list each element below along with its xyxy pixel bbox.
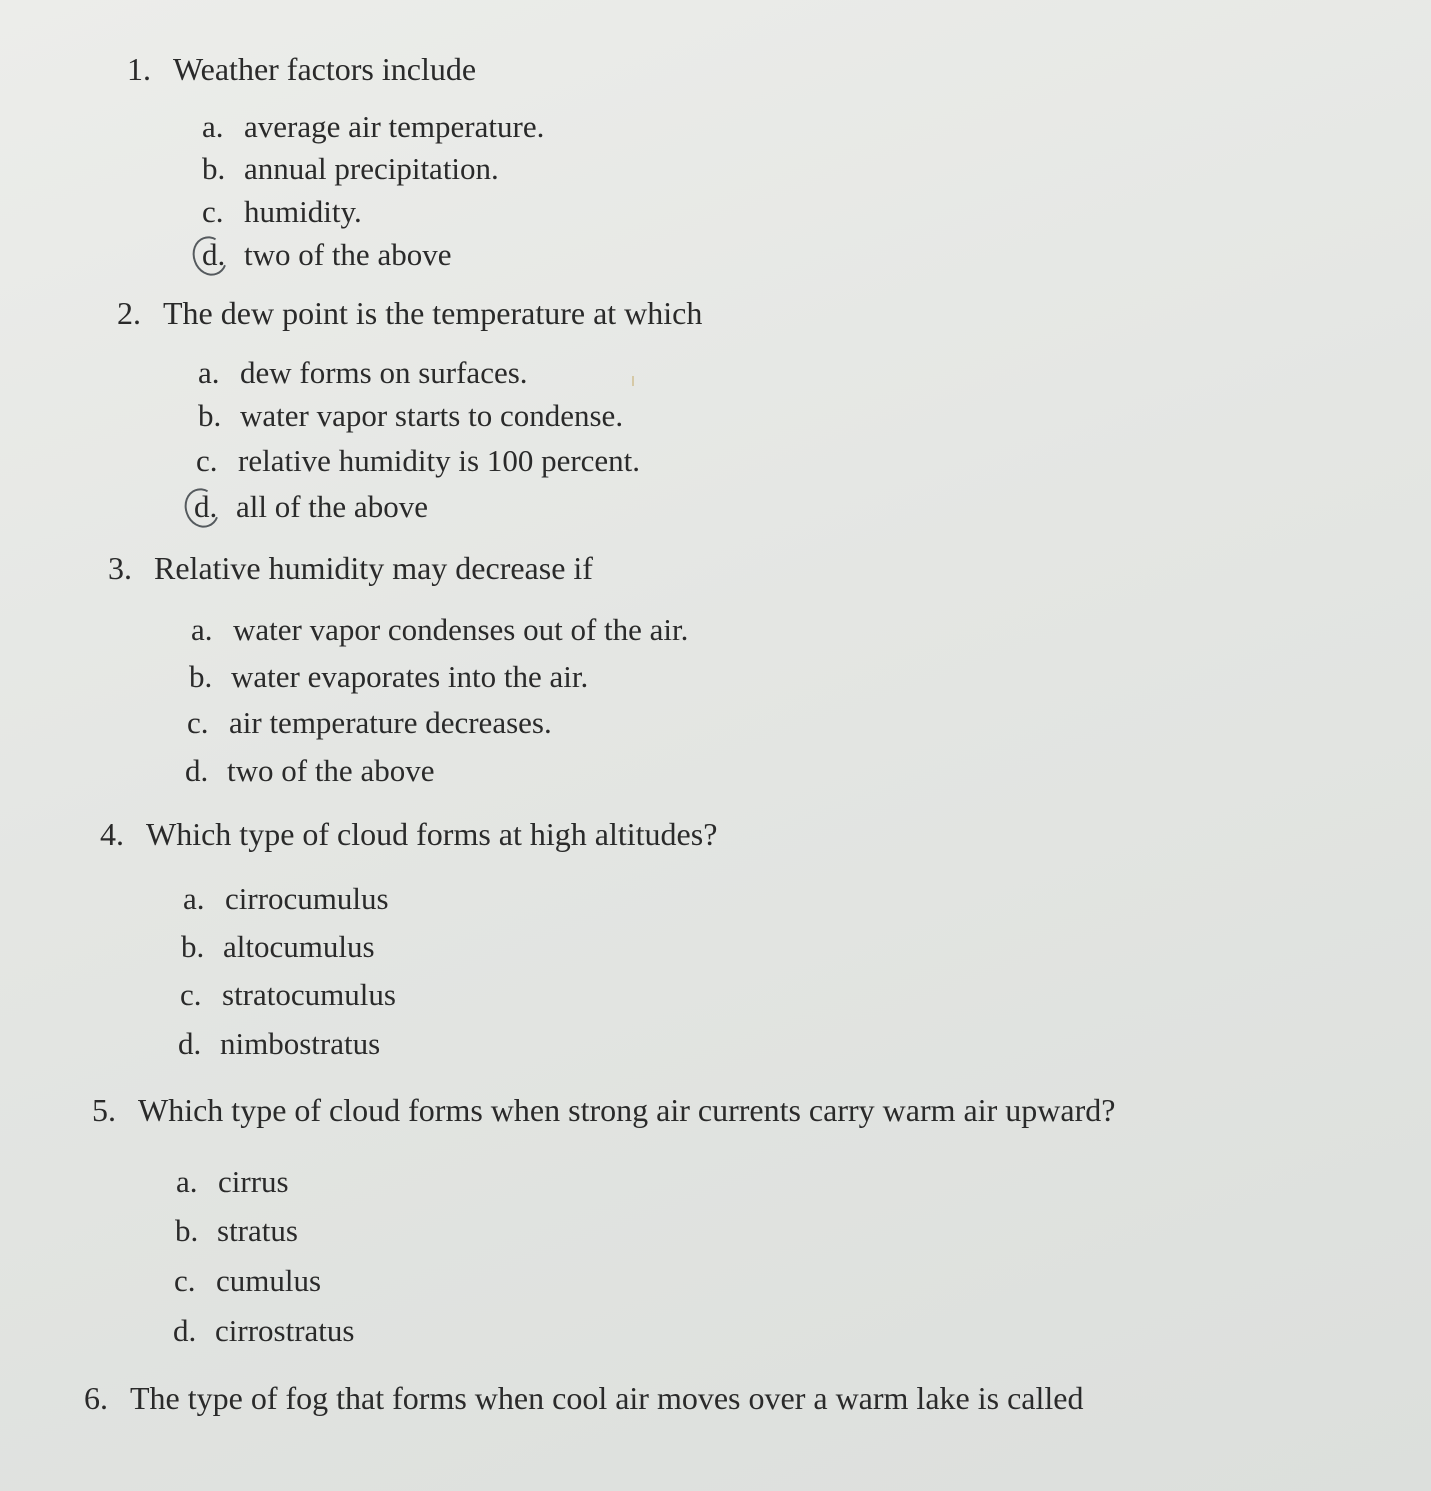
- question-text: Which type of cloud forms when strong air currents carry warm air upward?: [138, 1092, 1116, 1128]
- option-c[interactable]: [196, 441, 640, 481]
- question-6-stem: [84, 1378, 1083, 1418]
- option-text: annual precipitation.: [244, 151, 499, 186]
- option-d[interactable]: [178, 1024, 380, 1064]
- question-number: 1.: [127, 51, 151, 87]
- question-text: The dew point is the temperature at which: [163, 295, 703, 331]
- option-text: altocumulus: [223, 929, 375, 964]
- option-text: air temperature decreases.: [229, 705, 552, 740]
- option-letter: a.: [198, 355, 220, 390]
- option-text: cirrostratus: [215, 1313, 355, 1348]
- option-text: cirrus: [218, 1164, 289, 1199]
- option-a[interactable]: [191, 610, 688, 650]
- option-letter-text: d.: [202, 237, 226, 272]
- option-letter: a.: [202, 109, 224, 144]
- question-1-stem: [127, 49, 476, 89]
- option-d[interactable]: [185, 751, 434, 791]
- option-text: water vapor starts to condense.: [240, 398, 624, 433]
- option-letter: c.: [180, 977, 202, 1012]
- circled-answer-mark: [187, 231, 233, 280]
- option-letter: b.: [181, 929, 205, 964]
- question-number: 2.: [117, 295, 141, 331]
- question-number: 4.: [100, 816, 124, 852]
- option-a[interactable]: [176, 1162, 289, 1202]
- question-text: Weather factors include: [173, 51, 477, 87]
- question-number: 3.: [108, 550, 132, 586]
- option-b[interactable]: [202, 149, 499, 189]
- circled-answer-mark: [179, 483, 225, 532]
- option-text: two of the above: [244, 237, 452, 272]
- option-text: water vapor condenses out of the air.: [233, 612, 689, 647]
- option-b[interactable]: [189, 657, 588, 697]
- option-letter: d.: [185, 753, 209, 788]
- option-letter: b.: [198, 398, 222, 433]
- question-text: Relative humidity may decrease if: [154, 550, 593, 586]
- option-letter: c.: [174, 1263, 196, 1298]
- option-letter: d.: [173, 1313, 197, 1348]
- question-3-stem: [108, 548, 593, 588]
- option-b[interactable]: [181, 927, 375, 967]
- option-letter: c.: [187, 705, 209, 740]
- question-number: 6.: [84, 1380, 108, 1416]
- option-letter: [194, 487, 236, 527]
- option-text: cirrocumulus: [225, 881, 389, 916]
- option-text: two of the above: [227, 753, 435, 788]
- option-letter: b.: [202, 151, 226, 186]
- paper-speck: [632, 376, 634, 386]
- question-number: 5.: [92, 1092, 116, 1128]
- option-a[interactable]: [198, 353, 528, 393]
- question-4-stem: [100, 814, 717, 854]
- option-letter: b.: [189, 659, 213, 694]
- question-text: Which type of cloud forms at high altitudes?: [146, 816, 718, 852]
- option-letter: a.: [176, 1164, 198, 1199]
- option-d[interactable]: [194, 487, 428, 527]
- option-text: nimbostratus: [220, 1026, 381, 1061]
- option-b[interactable]: [175, 1211, 298, 1251]
- question-text: The type of fog that forms when cool air moves over a warm lake is called: [130, 1380, 1084, 1416]
- option-text: stratus: [217, 1213, 298, 1248]
- option-letter: a.: [183, 881, 205, 916]
- option-letter-text: d.: [194, 489, 218, 524]
- option-c[interactable]: [180, 975, 396, 1015]
- option-text: stratocumulus: [222, 977, 396, 1012]
- option-text: average air temperature.: [244, 109, 545, 144]
- option-letter: [202, 235, 244, 275]
- option-b[interactable]: [198, 396, 623, 436]
- option-d[interactable]: [202, 235, 451, 275]
- option-c[interactable]: [202, 192, 362, 232]
- option-a[interactable]: [202, 107, 544, 147]
- option-c[interactable]: [174, 1261, 321, 1301]
- option-text: dew forms on surfaces.: [240, 355, 528, 390]
- option-letter: a.: [191, 612, 213, 647]
- option-text: relative humidity is 100 percent.: [238, 443, 641, 478]
- question-5-stem: [92, 1090, 1115, 1130]
- option-text: all of the above: [236, 489, 428, 524]
- option-c[interactable]: [187, 703, 552, 743]
- option-letter: b.: [175, 1213, 199, 1248]
- option-letter: c.: [202, 194, 224, 229]
- option-letter: c.: [196, 443, 218, 478]
- question-2-stem: [117, 293, 702, 333]
- option-text: water evaporates into the air.: [231, 659, 589, 694]
- option-a[interactable]: [183, 879, 389, 919]
- option-letter: d.: [178, 1026, 202, 1061]
- option-text: humidity.: [244, 194, 362, 229]
- option-d[interactable]: [173, 1311, 354, 1351]
- option-text: cumulus: [216, 1263, 322, 1298]
